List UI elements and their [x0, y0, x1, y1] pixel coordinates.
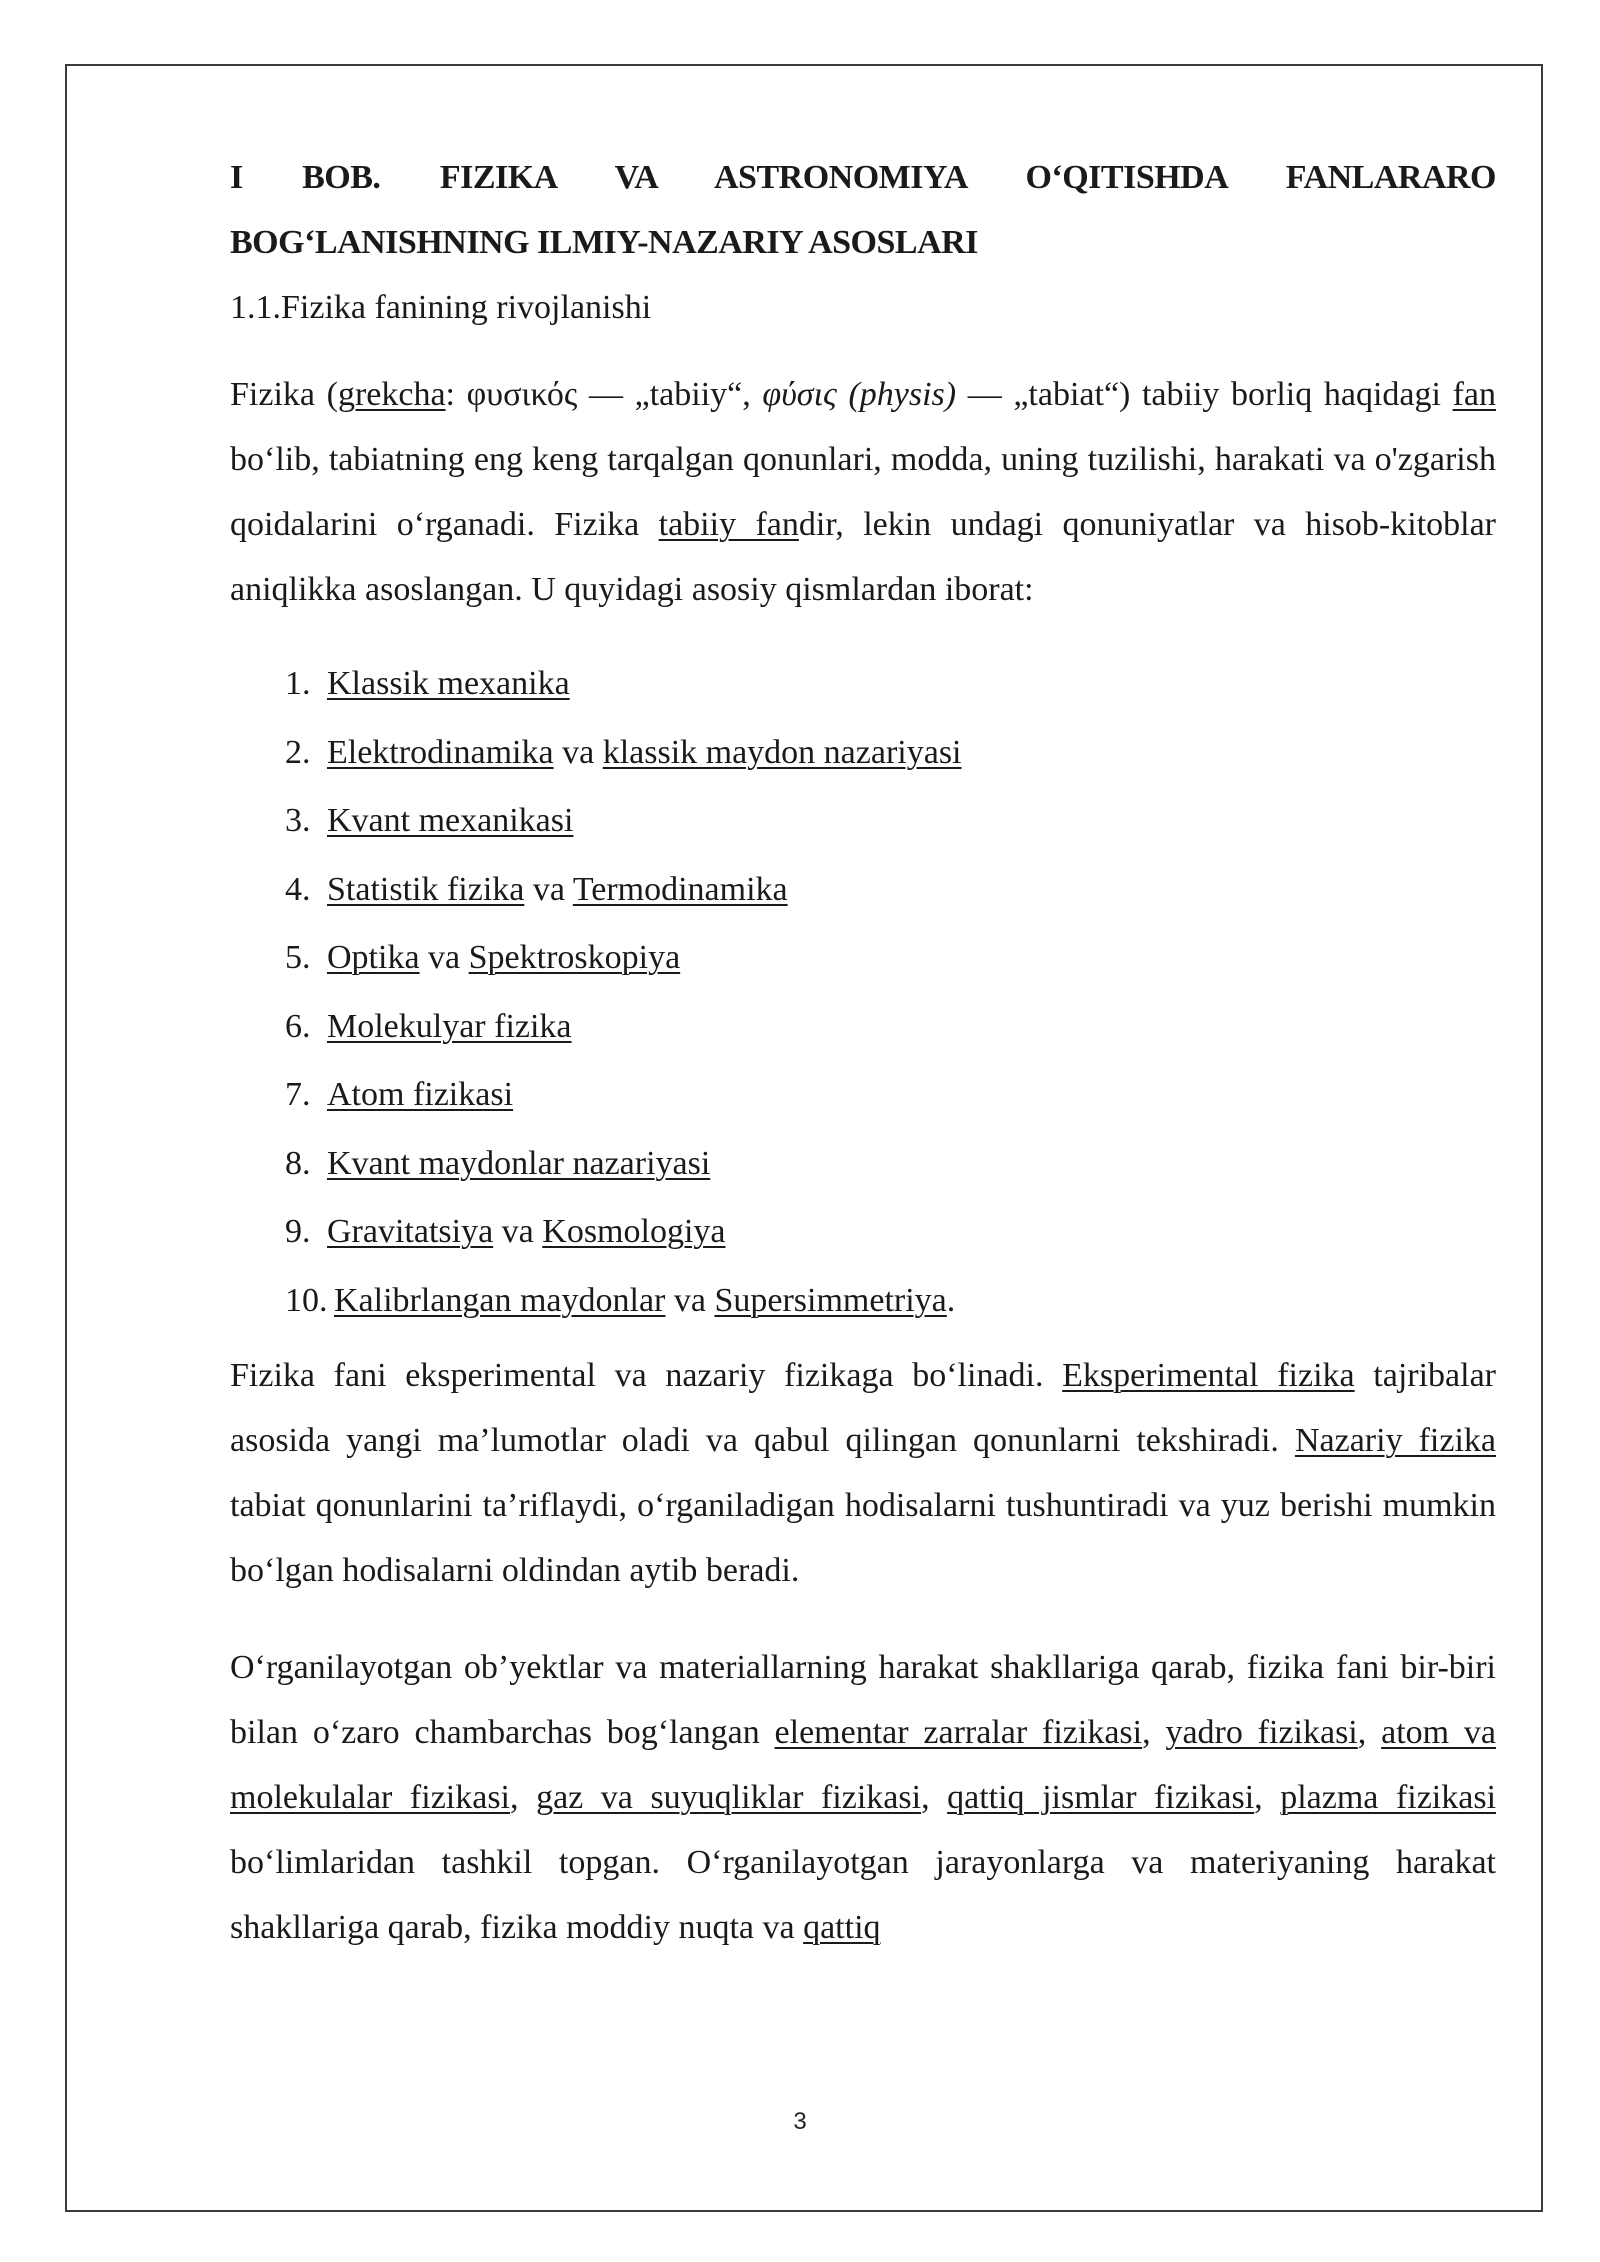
comma: ,: [510, 1779, 537, 1816]
list-separator: va: [419, 939, 469, 976]
list-number: 2.: [285, 733, 311, 771]
list-item: [230, 1198, 1496, 1267]
list-item: [230, 993, 1496, 1062]
page-number: 3: [793, 2108, 807, 2135]
link-gaz-suyuqliklar[interactable]: gaz va suyuqliklar fizikasi: [536, 1779, 922, 1816]
list-separator: va: [553, 733, 603, 771]
list-number: 6.: [285, 1007, 311, 1045]
list-item: [230, 1267, 1496, 1336]
text-run: bo‘lib, tabiatning eng keng tarqalgan qonunlari, modda, uning tuzilishi, harakati va o'zgarish qoidalarini o‘rganadi. Fizika: [230, 441, 1496, 543]
list-number: 1.: [285, 665, 311, 702]
list-number: 5.: [285, 939, 311, 976]
link-nazariy-fizika[interactable]: Nazariy fizika: [1294, 1422, 1496, 1459]
link-fan[interactable]: fan: [1452, 376, 1497, 413]
chapter-heading-line1: I BOB. FIZIKA VA ASTRONOMIYA O‘QITISHDA FANLARARO: [230, 159, 1496, 196]
text-run: tajribalar asosida yangi ma’lumotlar oladi va qabul qilingan qonunlarni tekshiradi.: [230, 1357, 1497, 1459]
link-elementar-zarralar[interactable]: elementar zarralar fizikasi: [774, 1714, 1143, 1751]
list-link[interactable]: Molekulyar fizika: [327, 1007, 572, 1045]
list-item: [230, 1130, 1496, 1199]
list-link[interactable]: Termodinamika: [572, 870, 788, 908]
link-qattiq[interactable]: qattiq: [803, 1909, 881, 1946]
comma: ,: [921, 1779, 948, 1816]
list-separator: va: [524, 870, 573, 908]
list-separator: va: [493, 1213, 543, 1250]
list-link[interactable]: Optika: [327, 939, 420, 976]
list-link[interactable]: klassik maydon nazariyasi: [602, 733, 962, 771]
link-plazma-fizikasi[interactable]: plazma fizikasi: [1280, 1779, 1497, 1816]
list-item: [230, 650, 1496, 719]
list-item: [230, 719, 1496, 788]
text-run: — „tabiat“) tabiiy borliq haqidagi: [956, 376, 1453, 413]
comma: ,: [1142, 1714, 1166, 1751]
list-number: 3.: [285, 802, 311, 839]
list-number: 7.: [285, 1076, 311, 1113]
list-number: 10.: [285, 1281, 328, 1319]
list-link[interactable]: Statistik fizika: [327, 870, 525, 908]
section-heading: 1.1.Fizika fanining rivojlanishi: [230, 289, 652, 326]
list-link[interactable]: Supersimmetriya: [714, 1281, 947, 1319]
list-item: [230, 856, 1496, 925]
link-atom-molekulalar[interactable]: atom va molekulalar fizikasi: [230, 1714, 1497, 1816]
text-run: : φυσικός — „tabiiy“,: [445, 376, 763, 413]
list-link[interactable]: Kalibrlangan maydonlar: [334, 1281, 666, 1319]
list-number: 9.: [285, 1213, 311, 1250]
text-run: dir, lekin undagi qonuniyatlar va hisob-kitoblar aniqlikka asoslangan. U quyidagi asosiy qismlardan iborat:: [230, 506, 1497, 608]
link-eksperimental-fizika[interactable]: Eksperimental fizika: [1062, 1357, 1355, 1394]
list-link[interactable]: Kvant mexanikasi: [327, 802, 574, 839]
list-link[interactable]: Elektrodinamika: [327, 733, 554, 771]
list-link[interactable]: Kvant maydonlar nazariyasi: [327, 1144, 711, 1182]
paragraph-branches: [230, 1343, 1496, 1603]
comma: ,: [1254, 1779, 1281, 1816]
paragraph-intro: [230, 362, 1496, 622]
list-number: 4.: [285, 870, 311, 908]
list-item: [230, 1061, 1496, 1130]
document-body: [230, 145, 1496, 1960]
chapter-heading-line2: BOG‘LANISHNING ILMIY-NAZARIY ASOSLARI: [230, 224, 978, 261]
text-run: bo‘limlaridan tashkil topgan. O‘rganilayotgan jarayonlarga va materiyaning harakat shakllariga qarab, fizika moddiy nuqta va: [230, 1844, 1496, 1946]
link-yadro-fizikasi[interactable]: yadro fizikasi: [1165, 1714, 1358, 1751]
list-link[interactable]: Kosmologiya: [542, 1213, 726, 1250]
paragraph-sections: [230, 1635, 1496, 1960]
link-tabiiy-fan[interactable]: tabiiy fan: [658, 506, 799, 543]
list-link[interactable]: Atom fizikasi: [327, 1076, 514, 1113]
text-run: Fizika fani eksperimental va nazariy fizikaga bo‘linadi.: [230, 1357, 1063, 1394]
link-qattiq-jismlar[interactable]: qattiq jismlar fizikasi: [947, 1779, 1255, 1816]
text-run: tabiat qonunlarini ta’riflaydi, o‘rganiladigan hodisalarni tushuntiradi va yuz berishi mumkin bo‘lgan hodisalarni oldindan aytib beradi.: [230, 1487, 1496, 1589]
list-link[interactable]: Klassik mexanika: [327, 665, 570, 702]
list-link[interactable]: Gravitatsiya: [327, 1213, 494, 1250]
link-grekcha[interactable]: grekcha: [337, 376, 446, 413]
text-run: O‘rganilayotgan ob’yektlar va materiallarning harakat shakllariga qarab, fizika fani bir-biri bilan o‘zaro chambarchas bog‘langan: [230, 1649, 1496, 1751]
greek-term: φύσις (physis): [762, 376, 957, 413]
chapter-heading: [230, 145, 1496, 275]
list-link[interactable]: Spektroskopiya: [468, 939, 681, 976]
list-item: [230, 787, 1496, 856]
comma: ,: [1357, 1714, 1382, 1751]
list-separator: va: [665, 1281, 715, 1319]
list-number: 8.: [285, 1144, 311, 1182]
text-run: Fizika (: [230, 376, 338, 413]
list-terminator: .: [946, 1281, 956, 1319]
physics-branches-list: [230, 650, 1496, 1335]
list-item: [230, 924, 1496, 993]
